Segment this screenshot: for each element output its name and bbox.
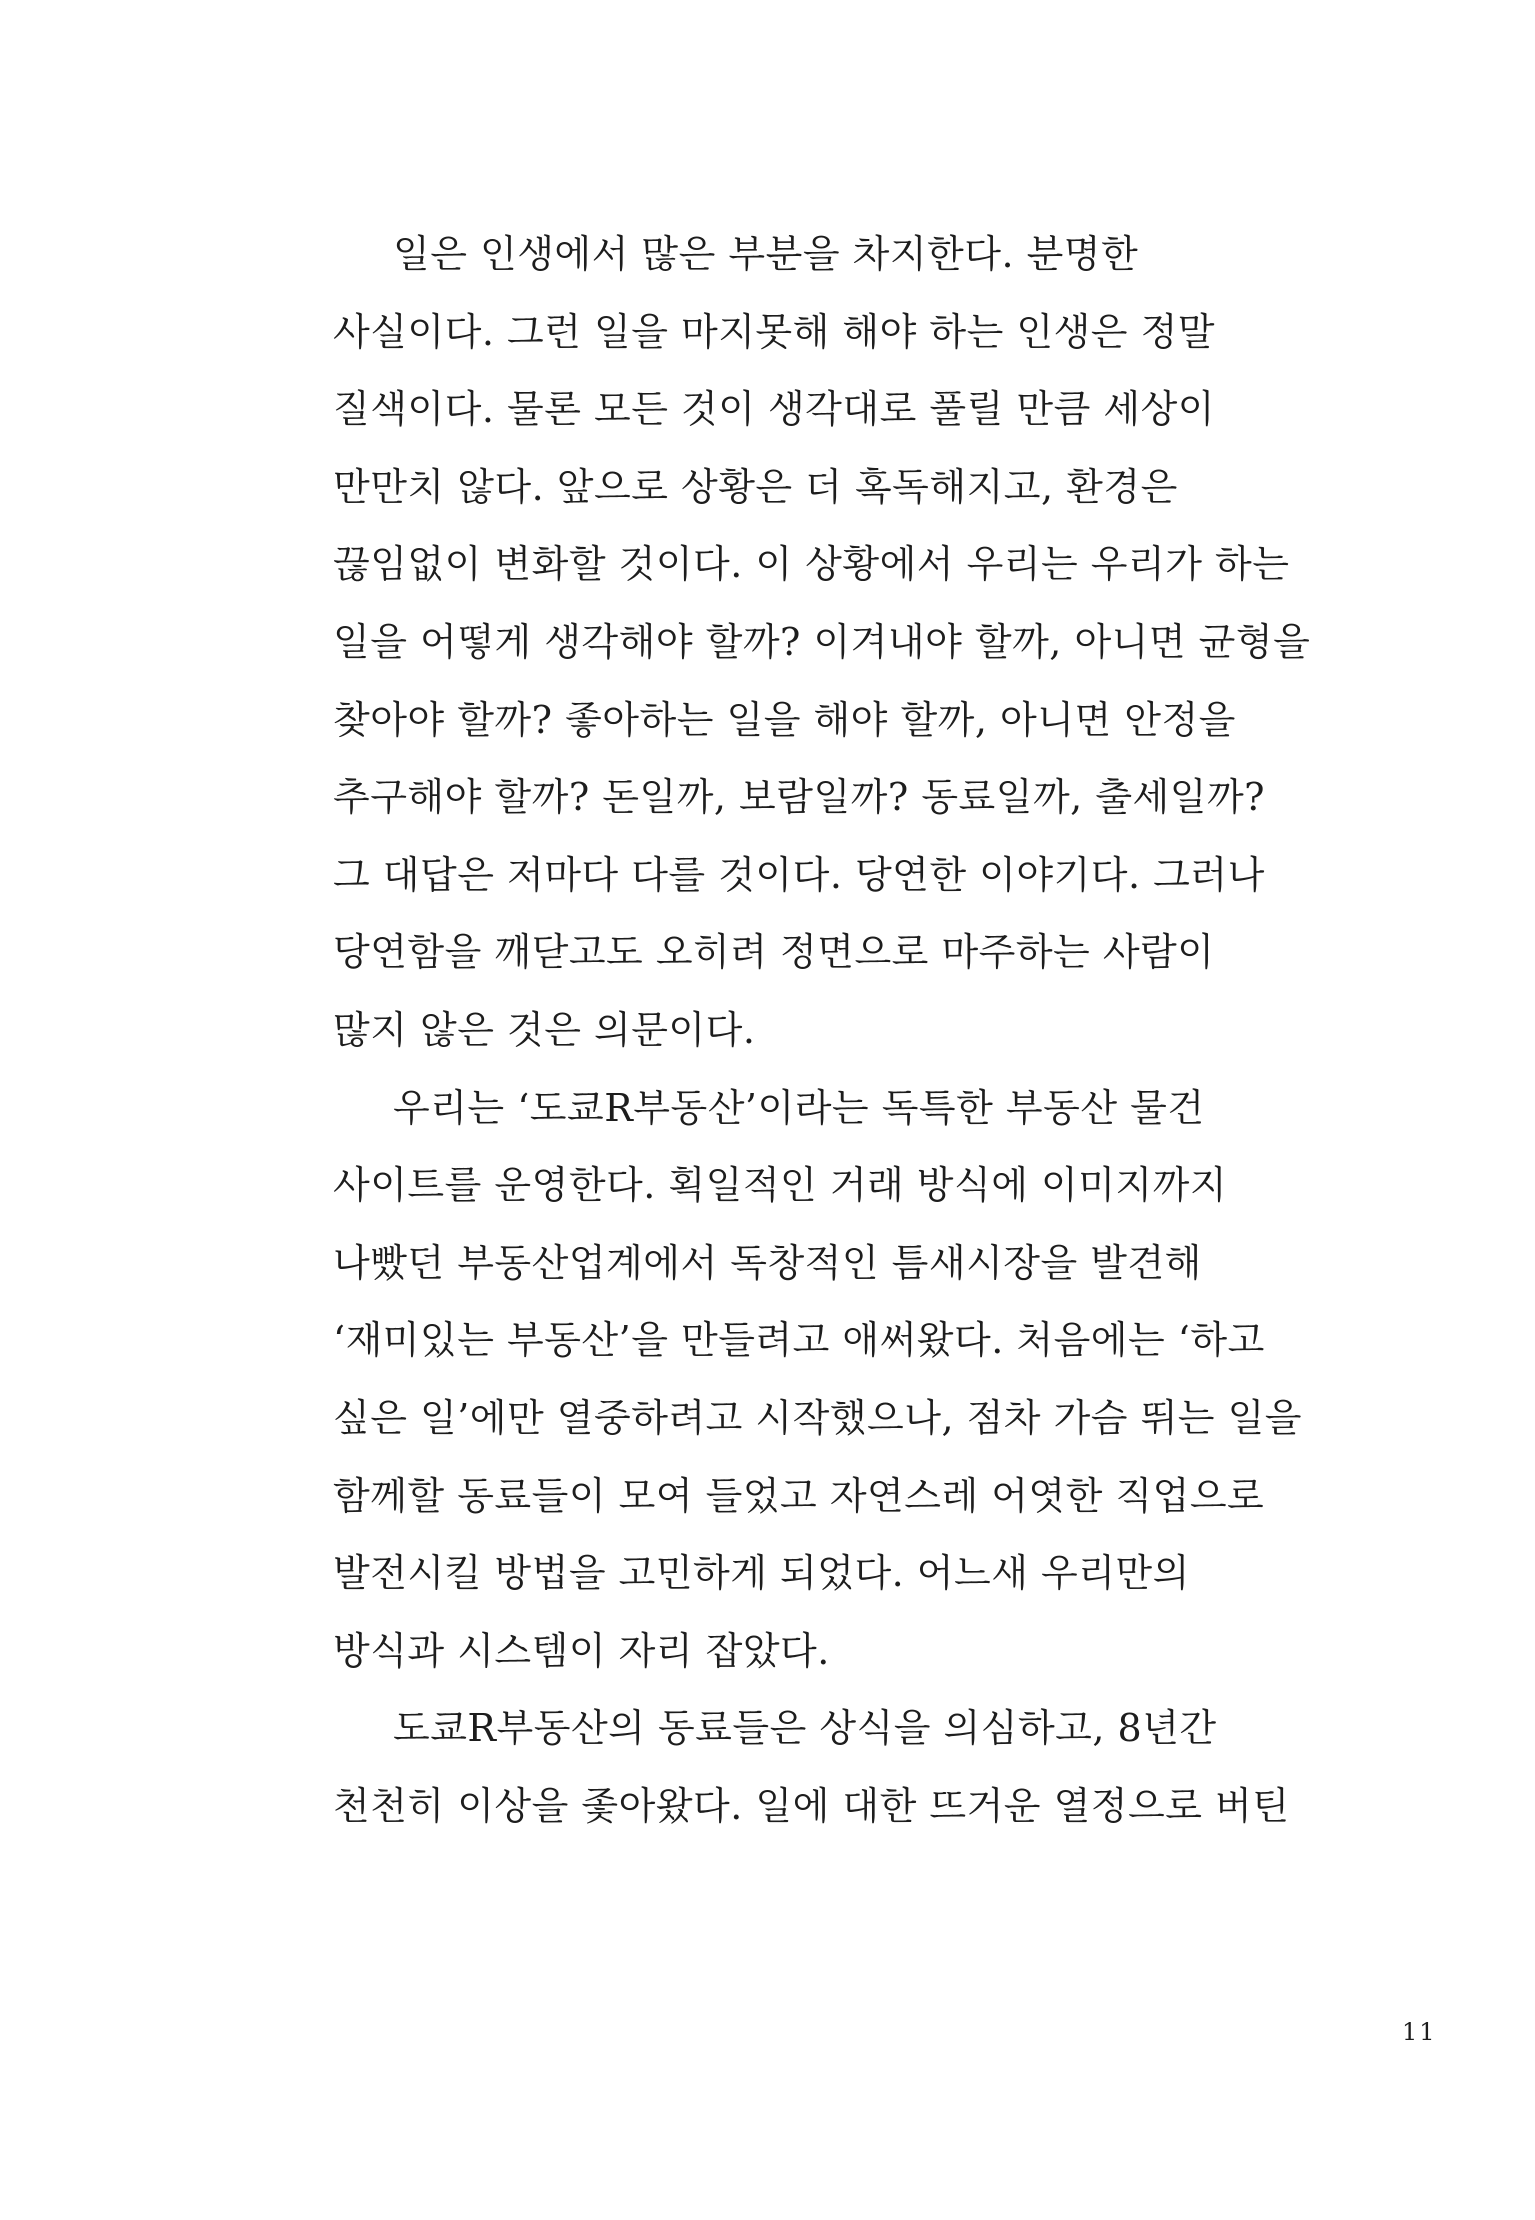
paragraph-2-line-5: 싶은 일’에만 열중하려고 시작했으나, 점차 가슴 뛰는 일을 [333,1395,1302,1440]
paragraph-2-line-1: 우리는 ‘도쿄R부동산’이라는 독특한 부동산 물건 [393,1085,1205,1130]
paragraph-2-line-3: 나빴던 부동산업계에서 독창적인 틈새시장을 발견해 [333,1240,1202,1285]
paragraph-1-line-4: 만만치 않다. 앞으로 상황은 더 혹독해지고, 환경은 [333,464,1178,509]
paragraph-1-line-2: 사실이다. 그런 일을 마지못해 해야 하는 인생은 정말 [333,309,1216,354]
paragraph-2-line-8: 방식과 시스템이 자리 잡았다. [333,1628,830,1673]
paragraph-3-line-1: 도쿄R부동산의 동료들은 상식을 의심하고, 8년간 [393,1706,1217,1751]
paragraph-1-line-1: 일은 인생에서 많은 부분을 차지한다. 분명한 [393,232,1139,276]
paragraph-2-line-2: 사이트를 운영한다. 획일적인 거래 방식에 이미지까지 [333,1163,1228,1208]
paragraph-1-line-5: 끊임없이 변화할 것이다. 이 상황에서 우리는 우리가 하는 [333,542,1290,587]
page-number: 11 [1402,2018,1437,2046]
paragraph-1-line-7: 찾아야 할까? 좋아하는 일을 해야 할까, 아니면 안정을 [333,697,1236,742]
paragraph-1-line-3: 질색이다. 물론 모든 것이 생각대로 풀릴 만큼 세상이 [333,387,1216,432]
paragraph-1-line-9: 그 대답은 저마다 다를 것이다. 당연한 이야기다. 그러나 [333,852,1265,897]
paragraph-1-line-10: 당연함을 깨닫고도 오히려 정면으로 마주하는 사람이 [333,930,1215,975]
paragraph-1-line-6: 일을 어떻게 생각해야 할까? 이겨내야 할까, 아니면 균형을 [333,619,1311,664]
body-text [333,216,1353,1845]
paragraph-2-line-6: 함께할 동료들이 모여 들었고 자연스레 어엿한 직업으로 [333,1473,1265,1518]
paragraph-2-line-4: ‘재미있는 부동산’을 만들려고 애써왔다. 처음에는 ‘하고 [333,1318,1265,1363]
paragraph-1-line-8: 추구해야 할까? 돈일까, 보람일까? 동료일까, 출세일까? [333,775,1266,820]
paragraph-3-line-2: 천천히 이상을 좇아왔다. 일에 대한 뜨거운 열정으로 버틴 [333,1783,1290,1828]
paragraph-2-line-7: 발전시킬 방법을 고민하게 되었다. 어느새 우리만의 [333,1551,1190,1596]
paragraph-1-line-11: 많지 않은 것은 의문이다. [333,1007,756,1052]
